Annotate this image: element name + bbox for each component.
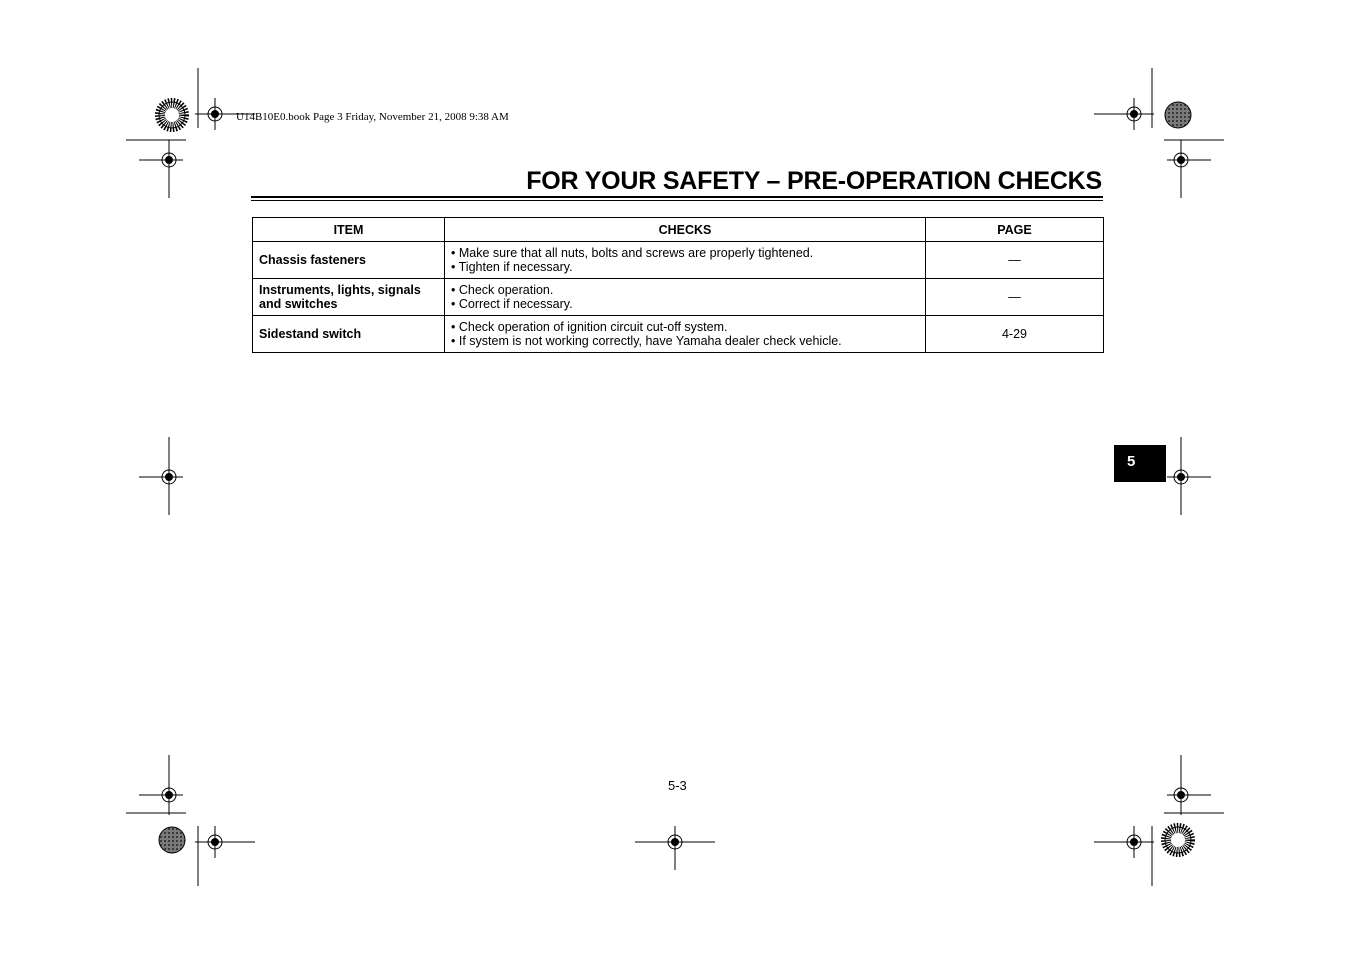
check-bullet: • Make sure that all nuts, bolts and screws are properly tightened. <box>451 245 814 260</box>
check-bullet: • Check operation of ignition circuit cut-off system. <box>451 319 728 334</box>
table-row <box>253 242 1104 279</box>
item-cell: Sidestand switch <box>253 316 445 353</box>
check-bullet: • Tighten if necessary. <box>451 260 573 274</box>
table-row <box>253 316 1104 353</box>
check-bullet: • Check operation. <box>451 282 554 297</box>
item-cell: Instruments, lights, signals and switches <box>253 279 445 316</box>
column-header-page: PAGE <box>926 218 1104 242</box>
table-row <box>253 279 1104 316</box>
check-bullet: • Correct if necessary. <box>451 297 573 311</box>
title-rule-thick <box>251 196 1103 198</box>
page-cell: — <box>926 279 1104 316</box>
title-rule-thin <box>251 200 1103 201</box>
item-cell: Chassis fasteners <box>253 242 445 279</box>
page-cell: — <box>926 242 1104 279</box>
page-title: FOR YOUR SAFETY – PRE-OPERATION CHECKS <box>526 167 1102 195</box>
column-header-item: ITEM <box>253 218 445 242</box>
checks-cell <box>445 242 926 279</box>
checks-cell <box>445 279 926 316</box>
checks-cell <box>445 316 926 353</box>
column-header-checks: CHECKS <box>445 218 926 242</box>
table-header-row <box>253 218 1104 242</box>
check-bullet: • If system is not working correctly, have Yamaha dealer check vehicle. <box>451 334 842 348</box>
pre-operation-checks-table <box>252 217 1104 353</box>
page-cell: 4-29 <box>926 316 1104 353</box>
chapter-tab: 5 <box>1114 445 1166 482</box>
book-info-header: U14B10E0.book Page 3 Friday, November 21, 2008 9:38 AM <box>236 111 509 123</box>
page-number: 5-3 <box>668 778 687 793</box>
